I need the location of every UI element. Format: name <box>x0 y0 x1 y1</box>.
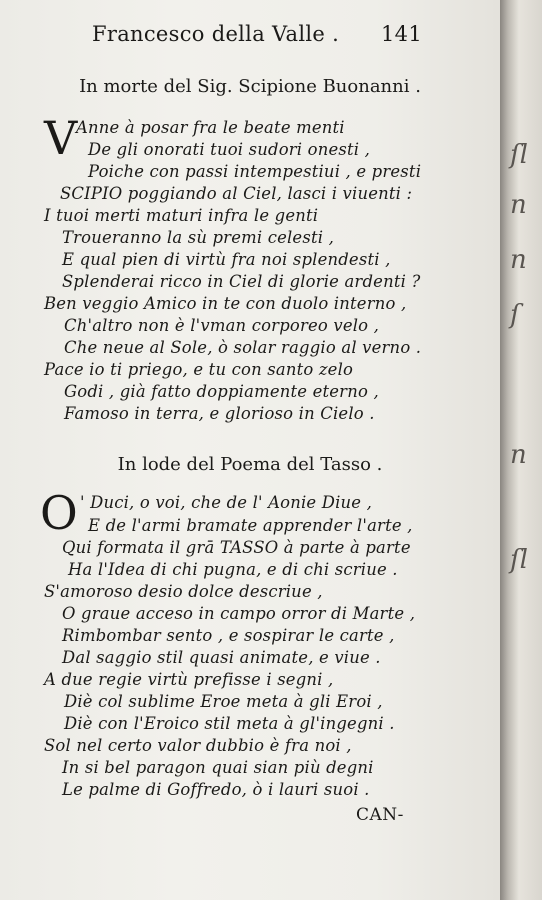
poem2-line-14: Le palme di Goffredo, ò i lauri suoi . <box>62 780 370 799</box>
poem2-line-5: S'amoroso desio dolce descriue , <box>44 582 323 601</box>
bleed-glyph: n <box>510 440 527 470</box>
bleed-glyph: ſl <box>510 140 528 170</box>
poem2-line-6: O graue acceso in campo orror di Marte , <box>62 604 416 623</box>
poem1-line-3: Poiche con passi intempestiui , e presti <box>88 162 422 181</box>
poem1-line-12: Pace io ti priego, e tu con santo zelo <box>44 360 354 379</box>
poem2-title: In lode del Poema del Tasso . <box>117 454 383 475</box>
running-title: Francesco della Valle . <box>92 22 340 46</box>
bleed-glyph: n <box>510 190 527 220</box>
poem2-dropcap: O <box>40 486 78 540</box>
poem1-dropcap: V <box>44 111 78 165</box>
poem2-line-1: ' Duci, o voi, che de l' Aonie Diue , <box>80 493 373 512</box>
running-head <box>92 22 422 46</box>
bleed-glyph: ſ <box>510 300 520 330</box>
poem2-line-10: Diè col sublime Eroe meta à gli Eroi , <box>64 692 383 711</box>
page-number: 141 <box>381 22 422 46</box>
poem1-line-4: SCIPIO poggiando al Ciel, lasci i viuenti : <box>60 184 413 203</box>
poem2-line-13: In si bel paragon quai sian più degni <box>62 758 374 777</box>
poem2-line-9: A due regie virtù prefisse i segni , <box>44 670 334 689</box>
poem2-line-12: Sol nel certo valor dubbio è fra noi , <box>44 736 352 755</box>
poem1-line-13: Godi , già fatto doppiamente eterno , <box>64 382 379 401</box>
poem2-line-7: Rimbombar sento , e sospirar le carte , <box>62 626 395 645</box>
poem2-line-11: Diè con l'Eroico stil meta à gl'ingegni . <box>64 714 395 733</box>
poem1-line-8: Splenderai ricco in Ciel di glorie ardenti ? <box>62 272 421 291</box>
bleed-glyph: ſl <box>510 545 528 575</box>
poem1-line-1: Anne à posar fra le beate menti <box>76 118 345 137</box>
poem2-line-4: Ha l'Idea di chi pugna, e di chi scriue . <box>68 560 398 579</box>
poem1-line-14: Famoso in terra, e glorioso in Cielo . <box>64 404 375 423</box>
bleed-glyph: n <box>510 245 527 275</box>
poem1-line-9: Ben veggio Amico in te con duolo interno , <box>44 294 407 313</box>
catchword: CAN- <box>356 805 404 825</box>
poem1-line-10: Ch'altro non è l'vman corporeo velo , <box>64 316 380 335</box>
poem2-line-3: Qui formata il grā TASSO à parte à parte <box>62 538 411 557</box>
poem2-line-8: Dal saggio stil quasi animate, e viue . <box>62 648 381 667</box>
poem1-line-2: De gli onorati tuoi sudori onesti , <box>88 140 371 159</box>
poem1-line-6: Troueranno la sù premi celesti , <box>62 228 334 247</box>
poem1-line-11: Che neue al Sole, ò solar raggio al verno . <box>64 338 422 357</box>
poem2-line-2: E de l'armi bramate apprender l'arte , <box>88 516 413 535</box>
poem1-title: In morte del Sig. Scipione Buonanni . <box>79 76 421 97</box>
adjacent-page-edge <box>500 0 542 900</box>
poem1-line-5: I tuoi merti maturi infra le genti <box>44 206 319 225</box>
poem1-line-7: E qual pien di virtù fra noi splendesti , <box>62 250 391 269</box>
